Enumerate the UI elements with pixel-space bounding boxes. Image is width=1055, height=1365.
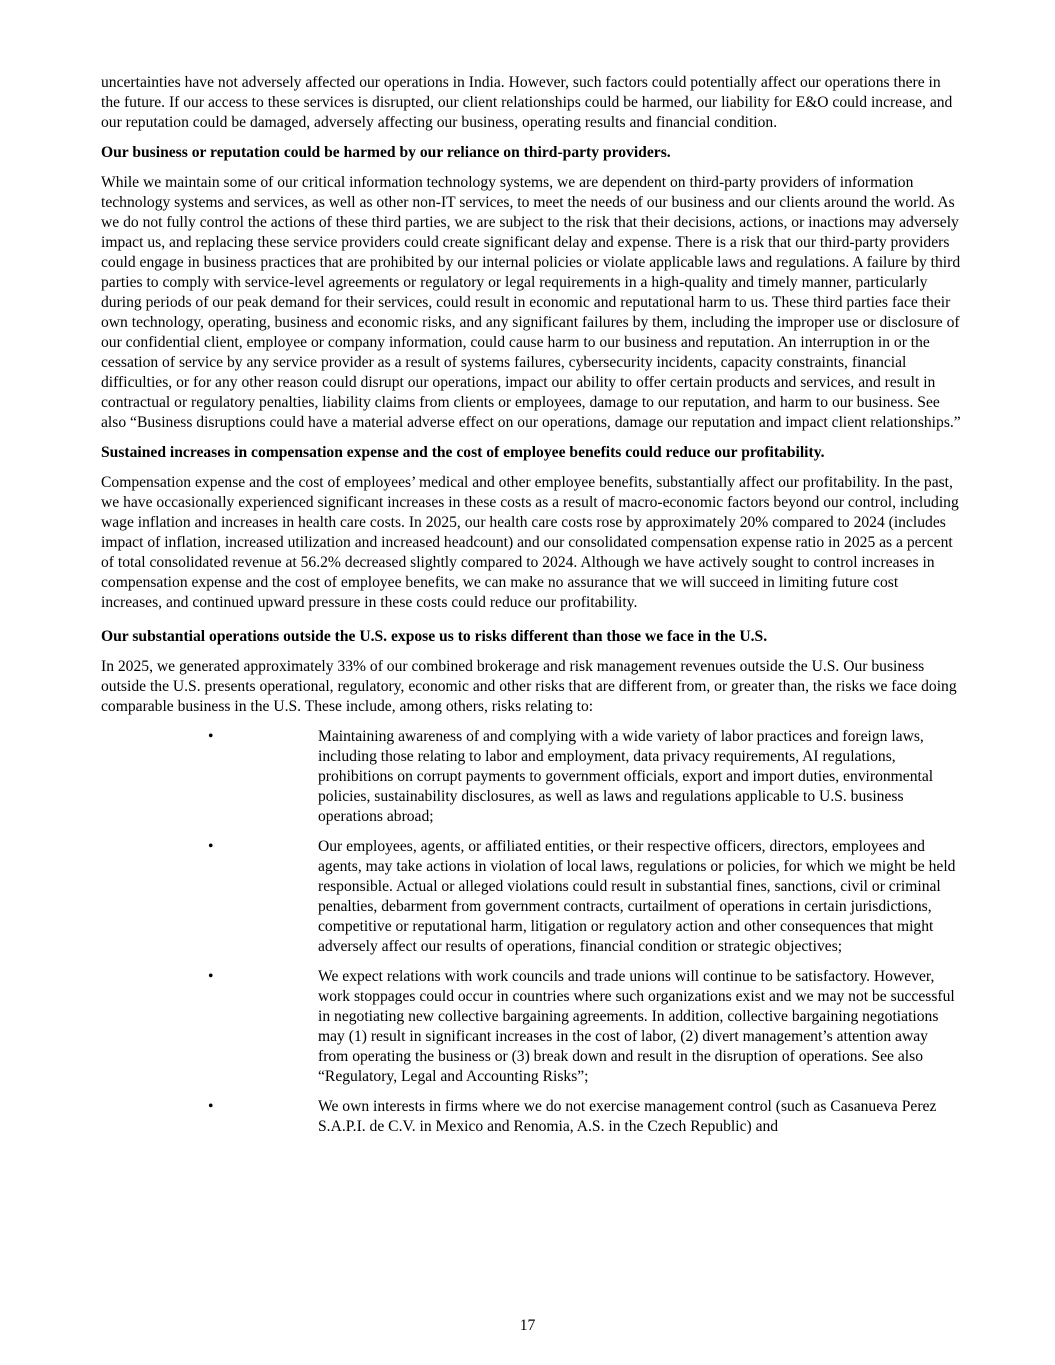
bullet-icon: • [208,968,214,985]
bullet-text: We own interests in firms where we do not exercise management control (such as Casanueva Perez S.A.P.I. de C.V. in Mexico and Renomia, A.S. in the Czech Republic) and [318,1098,937,1135]
bullet-icon: • [208,728,214,745]
section-body-compensation: Compensation expense and the cost of employees’ medical and other employee benefits, substantially affect our profitability. In the past, we have occasionally experienced significant increases in these costs as a result of macro-economic factors beyond our control, including wage inflation and increases in health care costs. In 2025, our health care costs rose by approximately 20% compared to 2024 (includes impact of inflation, increased utilization and increased headcount) and our consolidated compensation expense ratio in 2025 as a percent of total consolidated revenue at 56.2% decreased slightly compared to 2024. Although we have actively sought to control increases in compensation expense and the cost of employee benefits, we can make no assurance that we will succeed in limiting future cost increases, and continued upward pressure in these costs could reduce our profitability. [101,474,959,611]
bullet-icon: • [208,838,214,855]
section-body-third-party: While we maintain some of our critical information technology systems, we are dependent on third-party providers of information technology systems and services, as well as other non-IT services, to meet the needs of our business and our clients around the world. As we do not fully control the actions of these third parties, we are subject to the risk that their decisions, actions, or inactions may adversely impact us, and replacing these service providers could create significant delay and expense. There is a risk that our third-party providers could engage in business practices that are prohibited by our internal policies or violate applicable laws and regulations. A failure by third parties to comply with service-level agreements or regulatory or legal requirements in a high-quality and timely manner, particularly during periods of our peak demand for their services, could result in economic and reputational harm to us. These third parties face their own technology, operating, business and economic risks, and any significant failures by them, including the improper use or disclosure of our confidential client, employee or company information, could cause harm to our business and reputation. An interruption in or the cessation of service by any service provider as a result of systems failures, cybersecurity incidents, capacity constraints, financial difficulties, or for any other reason could disrupt our operations, impact our ability to offer certain products and services, and result in contractual or regulatory penalties, liability claims from clients or employees, damage to our reputation, and harm to our business. See also “Business disruptions could have a material adverse effect on our operations, damage our reputation and impact client relationships.” [101,174,961,431]
bullet-text: We expect relations with work councils and trade unions will continue to be satisfactory. However, work stoppages could occur in countries where such organizations exist and we may not be successful in negotiating new collective bargaining agreements. In addition, collective bargaining negotiations may (1) result in significant increases in the cost of labor, (2) divert management’s attention away from operating the business or (3) break down and result in the disruption of operations. See also “Regulatory, Legal and Accounting Risks”; [318,968,955,1085]
section-heading-third-party: Our business or reputation could be harmed by our reliance on third-party providers. [101,144,671,161]
bullet-item-violations [101,837,961,957]
section-heading-compensation: Sustained increases in compensation expense and the cost of employee benefits could reduce our profitability. [101,444,825,461]
risk-bullet-list [101,727,961,1137]
bullet-text: Maintaining awareness of and complying with a wide variety of labor practices and foreign laws, including those relating to labor and employment, data privacy requirements, AI regulations, prohibitions on corrupt payments to government officials, export and import duties, environmental policies, sustainability disclosures, as well as laws and regulations applicable to U.S. business operations abroad; [318,728,934,825]
bullet-item-labor-laws [101,727,961,827]
bullet-item-minority-interests [101,1097,961,1137]
bullet-icon: • [208,1098,214,1115]
page-number: 17 [519,1317,536,1334]
bullet-item-work-councils [101,967,961,1087]
intro-paragraph: uncertainties have not adversely affected our operations in India. However, such factors could potentially affect our operations there in the future. If our access to these services is disrupted, our client relationships could be harmed, our liability for E&O could increase, and our reputation could be damaged, adversely affecting our business, operating results and financial condition. [101,74,953,131]
section-heading-non-us: Our substantial operations outside the U.S. expose us to risks different than those we face in the U.S. [101,628,768,645]
section-body-non-us: In 2025, we generated approximately 33% of our combined brokerage and risk management revenues outside the U.S. Our business outside the U.S. presents operational, regulatory, economic and other risks that are different from, or greater than, the risks we face doing comparable business in the U.S. These include, among others, risks relating to: [101,658,957,715]
page-body [101,73,961,1147]
bullet-text: Our employees, agents, or affiliated entities, or their respective officers, directors, employees and agents, may take actions in violation of local laws, regulations or policies, for which we might be held responsible. Actual or alleged violations could result in substantial fines, sanctions, civil or criminal penalties, debarment from government contracts, curtailment of operations in certain jurisdictions, competitive or reputational harm, litigation or regulatory action and other consequences that might adversely affect our results of operations, financial condition or strategic objectives; [318,838,956,955]
